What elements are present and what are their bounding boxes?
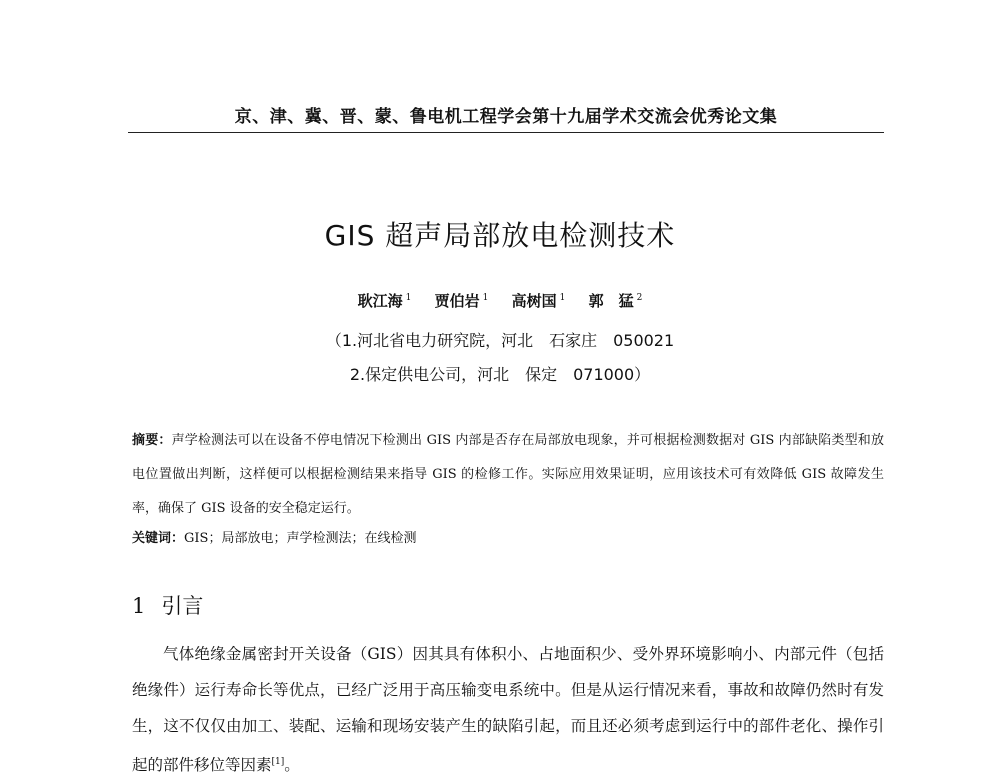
section-heading <box>132 590 203 620</box>
affiliation-mark: 1 <box>405 293 412 303</box>
running-header: 京、津、冀、晋、蒙、鲁电机工程学会第十九届学术交流会优秀论文集 <box>234 107 778 127</box>
author-name: 耿江海 <box>357 292 403 310</box>
keywords-label: 关键词： <box>132 531 185 546</box>
section-number: 1 <box>132 594 146 618</box>
keywords-text: GIS；局部放电；声学检测法；在线检测 <box>184 531 417 546</box>
author-name: 郭 猛 <box>588 292 634 310</box>
body-end: 。 <box>284 756 300 775</box>
affiliation-line-1: （1.河北省电力研究院，河北 石家庄 050021 <box>325 331 675 350</box>
keywords <box>132 527 884 546</box>
abstract-label: 摘要： <box>132 433 172 448</box>
author-name: 贾伯岩 <box>434 292 480 310</box>
abstract-text: 声学检测法可以在设备不停电情况下检测出 GIS 内部是否存在局部放电现象，并可根据检测数据对 GIS 内部缺陷类型和放电位置做出判断，这样便可以根据检测结果来指导 GIS 的检修工作。实际应用效果证明，应用该技术可有效降低 GIS 故障发生率，确保了 GIS 设备的安全稳定运行。 <box>132 433 884 516</box>
author <box>589 292 643 310</box>
abstract <box>132 424 884 526</box>
header-rule <box>128 132 884 133</box>
body-paragraph <box>132 636 884 783</box>
affiliation-mark: 1 <box>559 293 566 303</box>
affiliation-mark: 1 <box>482 293 489 303</box>
author-name: 高树国 <box>511 292 557 310</box>
author <box>358 292 412 310</box>
author-list <box>0 290 1000 311</box>
paper-title: GIS 超声局部放电检测技术 <box>324 219 676 252</box>
author <box>512 292 566 310</box>
body-text: 气体绝缘金属密封开关设备（GIS）因其具有体积小、占地面积少、受外界环境影响小、内部元件（包括绝缘件）运行寿命长等优点，已经广泛用于高压输变电系统中。但是从运行情况来看，事故和故障仍然时有发生，这不仅仅由加工、装配、运输和现场安装产生的缺陷引起，而且还必须考虑到运行中的部件老化、操作引起的部件移位等因素 <box>132 645 884 775</box>
section-title: 引言 <box>161 594 204 618</box>
author <box>435 292 489 310</box>
affiliation-line-2: 2.保定供电公司，河北 保定 071000） <box>349 365 651 384</box>
affiliation-mark: 2 <box>636 293 643 303</box>
citation-mark: [1] <box>271 757 285 767</box>
